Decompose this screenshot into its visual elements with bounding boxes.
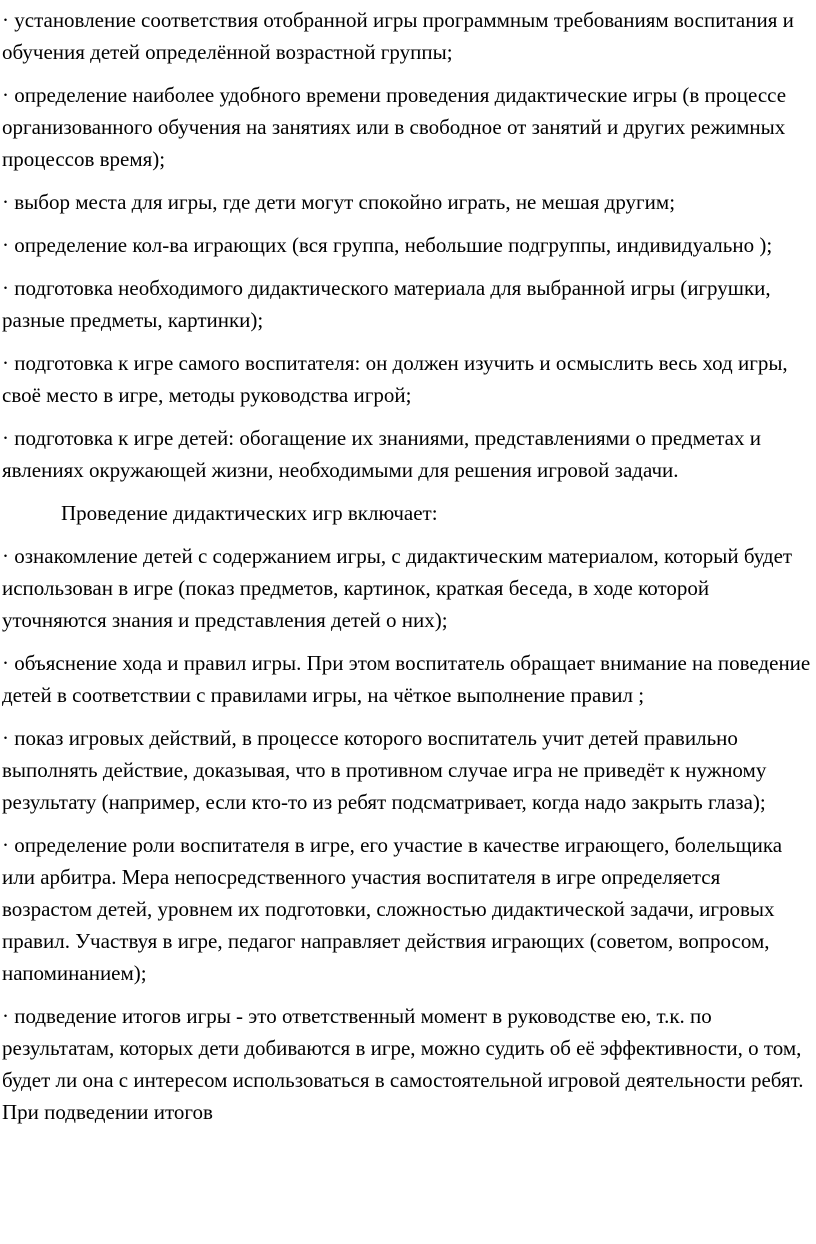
list-item-teacher-preparation: · подготовка к игре самого воспитателя: он должен изучить и осмыслить весь ход игры, своё место в игре, методы руководства игрой; [2,351,788,407]
list-item-teacher-role: · определение роли воспитателя в игре, его участие в качестве играющего, болельщика или арбитра. Мера непосредственного участия воспитателя в игре определяется возрастом детей, уровнем их подготовки, сложностью дидактической задачи, игровых правил. Участвуя в игре, педагог направляет действия играющих (советом, вопросом, напоминанием); [2,833,783,985]
section-heading-conducting-games: Проведение дидактических игр включает: [61,501,438,525]
list-item-children-preparation: · подготовка к игре детей: обогащение их знаниями, представлениями о предметах и явлениях окружающей жизни, необходимыми для решения игровой задачи. [2,426,761,482]
list-item-material-preparation: · подготовка необходимого дидактического материала для выбранной игры (игрушки, разные предметы, картинки); [2,276,771,332]
list-item-action-demonstration: · показ игровых действий, в процессе которого воспитатель учит детей правильно выполнять действие, доказывая, что в противном случае игра не приведёт к нужному результату (например, если кто-то из ребят подсматривает, когда надо закрыть глаза); [2,726,767,814]
list-item-player-count: · определение кол-ва играющих (вся группа, небольшие подгруппы, индивидуально ); [2,233,773,257]
list-item-rules-explanation: · объяснение хода и правил игры. При этом воспитатель обращает внимание на поведение детей в соответствии с правилами игры, на чёткое выполнение правил ; [2,651,811,707]
list-item-game-place: · выбор места для игры, где дети могут спокойно играть, не мешая другим; [2,190,676,214]
list-item-results-summary: · подведение итогов игры - это ответственный момент в руководстве ею, т.к. по результатам, которых дети добиваются в игре, можно судить об её эффективности, о том, будет ли она с интересом использоваться в самостоятельной игровой деятельности ребят. При подведении итогов [2,1004,804,1124]
list-item-game-time: · определение наиболее удобного времени проведения дидактические игры (в процессе организованного обучения на занятиях или в свободное от занятий и других режимных процессов время); [2,83,787,171]
list-item-introduction: · ознакомление детей с содержанием игры, с дидактическим материалом, который будет использован в игре (показ предметов, картинок, краткая беседа, в ходе которой уточняются знания и представления детей о них); [2,544,793,632]
list-item-program-requirements: · установление соответствия отобранной игры программным требованиям воспитания и обучения детей определённой возрастной группы; [2,8,794,64]
